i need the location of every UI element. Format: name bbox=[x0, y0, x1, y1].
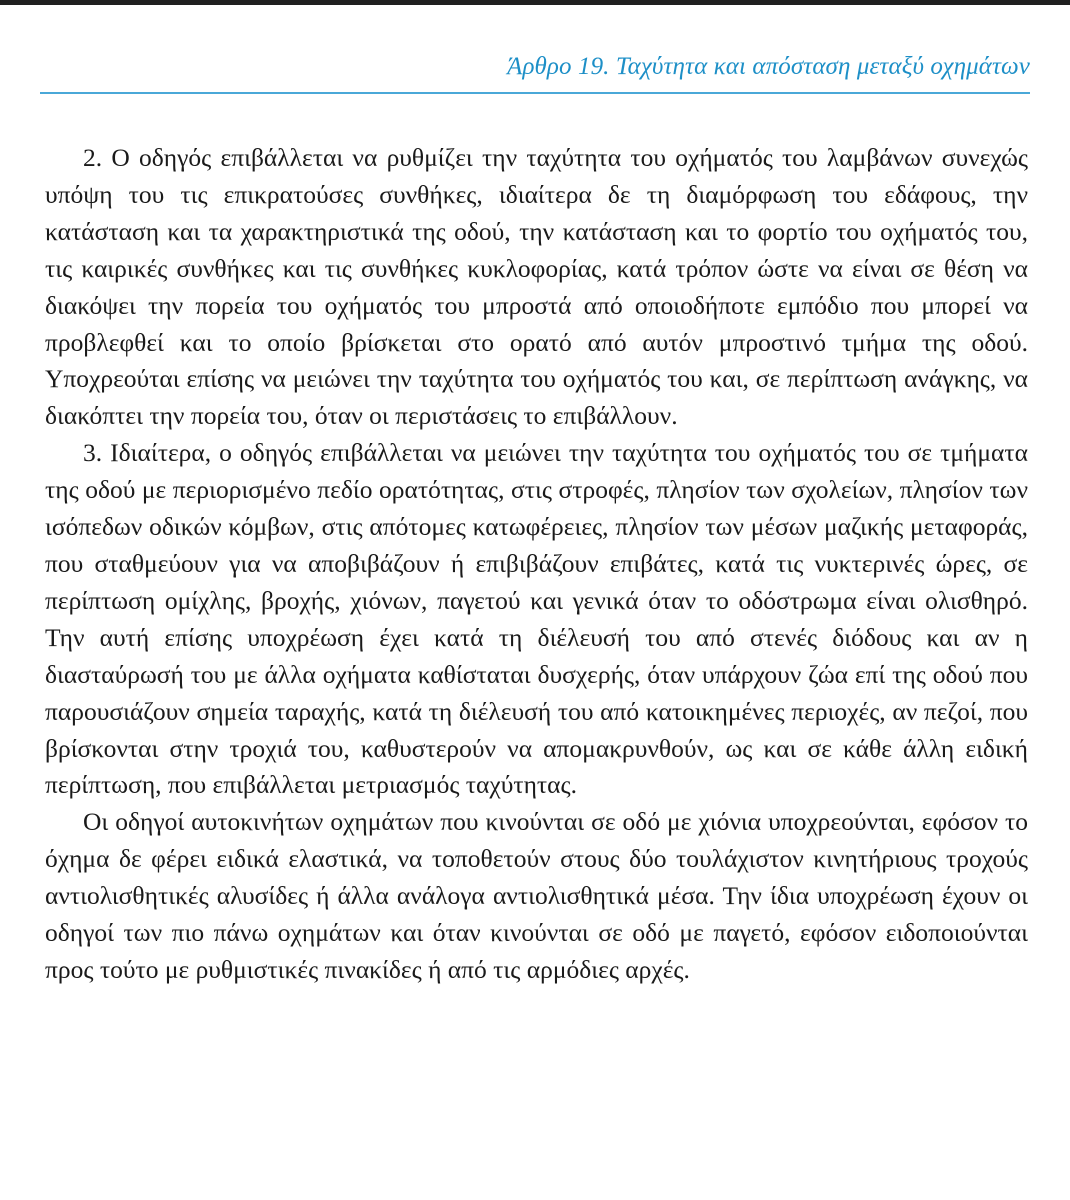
paragraph-snow-chains: Οι οδηγοί αυτοκινήτων οχημάτων που κινούνται σε οδό με χιόνια υποχρεούνται, εφόσον το όχημα δε φέρει ειδικά ελαστικά, να τοποθετούν στους δύο τουλάχιστον κινητήριους τροχούς αντιολισθητικές αλυσίδες ή άλλα ανάλογα αντιολισθητικά μέσα. Την ίδια υποχρέωση έχουν οι οδηγοί των πιο πάνω οχημάτων και όταν κινούνται σε οδό με παγετό, εφόσον ειδοποιούνται προς τούτο με ρυθμιστικές πινακίδες ή από τις αρμόδιες αρχές. bbox=[45, 807, 1028, 984]
article-body bbox=[45, 140, 1028, 989]
paragraph-3: 3. Ιδιαίτερα, ο οδηγός επιβάλλεται να μειώνει την ταχύτητα του οχήματός του σε τμήματα της οδού με περιορισμένο πεδίο ορατότητας, στις στροφές, πλησίον των σχολείων, πλησίον των ισόπεδων οδικών κόμβων, στις απότομες κατωφέρειες, πλησίον των μέσων μαζικής μεταφοράς, που σταθμεύουν για να αποβιβάζουν ή επιβιβάζουν επιβάτες, κατά τις νυκτερινές ώρες, σε περίπτωση ομίχλης, βροχής, χιόνων, παγετού και γενικά όταν το οδόστρωμα είναι ολισθηρό. Την αυτή επίσης υποχρέωση έχει κατά τη διέλευσή του από στενές διόδους και αν η διασταύρωσή του με άλλα οχήματα καθίσταται δυσχερής, όταν υπάρχουν ζώα επί της οδού που παρουσιάζουν σημεία ταραχής, κατά τη διέλευσή του από κατοικημένες περιοχές, αν πεζοί, που βρίσκονται στην τροχιά του, καθυστερούν να απομακρυνθούν, ως και σε κάθε άλλη ειδική περίπτωση, που επιβάλλεται μετριασμός ταχύτητας. bbox=[45, 438, 1028, 800]
header-rule bbox=[40, 92, 1030, 94]
article-title: Άρθρο 19. Ταχύτητα και απόσταση μεταξύ οχημάτων bbox=[507, 53, 1030, 80]
running-header bbox=[40, 50, 1030, 84]
page-top-edge bbox=[0, 0, 1070, 5]
paragraph-2: 2. Ο οδηγός επιβάλλεται να ρυθμίζει την ταχύτητα του οχήματός του λαμβάνων συνεχώς υπόψη του τις επικρατούσες συνθήκες, ιδιαίτερα δε τη διαμόρφωση του εδάφους, την κατάσταση και τα χαρακτηριστικά της οδού, την κατάσταση και το φορτίο του οχήματός του, τις καιρικές συνθήκες και τις συνθήκες κυκλοφορίας, κατά τρόπον ώστε να είναι σε θέση να διακόψει την πορεία του οχήματός του μπροστά από οποιοδήποτε εμπόδιο που μπορεί να προβλεφθεί και το οποίο βρίσκεται στο ορατό από αυτόν μπροστινό τμήμα της οδού. Υποχρεούται επίσης να μειώνει την ταχύτητα του οχήματός του και, σε περίπτωση ανάγκης, να διακόπτει την πορεία του, όταν οι περιστάσεις το επιβάλλουν. bbox=[45, 143, 1028, 431]
